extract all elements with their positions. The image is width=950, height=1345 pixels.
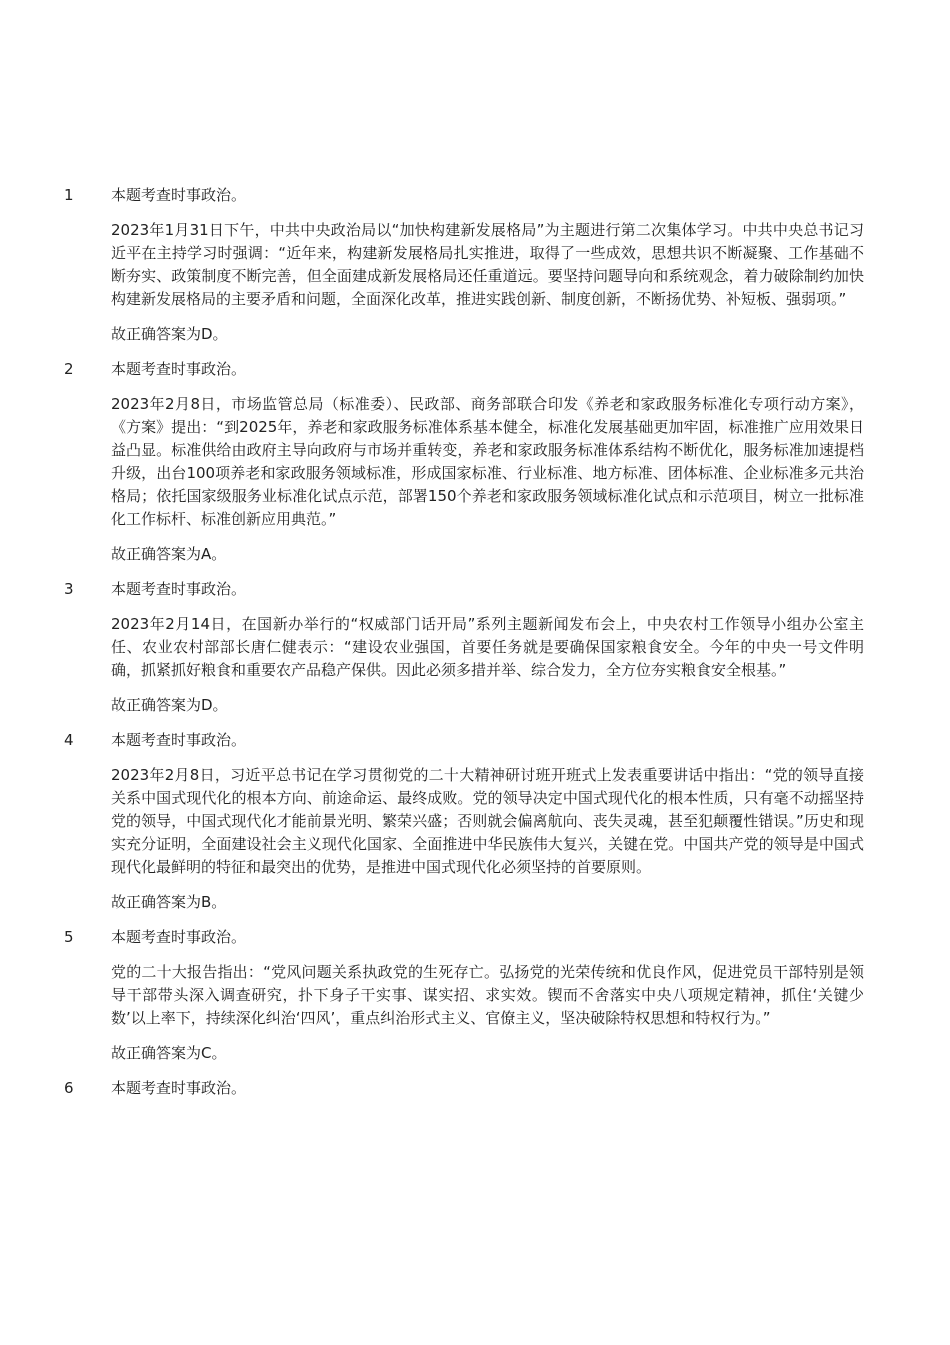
item-number: 6	[64, 1079, 74, 1097]
item-explanation: 2023年1月31日下午，中共中央政治局以“加快构建新发展格局”为主题进行第二次集体学习。中共中央总书记习近平在主持学习时强调：“近年来，构建新发展格局扎实推进，取得了一些成效，思想共识不断凝聚、工作基础不断夯实、政策制度不断完善，但全面建成新发展格局还任重道远。要坚持问题导向和系统观念，着力破除制约加快构建新发展格局的主要矛盾和问题，全面深化改革，推进实践创新、制度创新，不断扬优势、补短板、强弱项。”	[111, 221, 864, 308]
item-explanation: 2023年2月8日，习近平总书记在学习贯彻党的二十大精神研讨班开班式上发表重要讲话中指出：“党的领导直接关系中国式现代化的根本方向、前途命运、最终成败。党的领导决定中国式现代化的根本性质，只有毫不动摇坚持党的领导，中国式现代化才能前景光明、繁荣兴盛；否则就会偏离航向、丧失灵魂，甚至犯颠覆性错误。”历史和现实充分证明，全面建设社会主义现代化国家、全面推进中华民族伟大复兴，关键在党。中国共产党的领导是中国式现代化最鲜明的特征和最突出的优势，是推进中国式现代化必须坚持的首要原则。	[111, 766, 864, 876]
item-title: 本题考查时事政治。	[111, 928, 247, 946]
list-item	[64, 578, 864, 717]
item-title: 本题考查时事政治。	[111, 186, 247, 204]
item-number: 4	[64, 731, 74, 749]
item-answer: 故正确答案为D。	[111, 696, 228, 714]
item-number: 1	[64, 186, 74, 204]
list-item	[64, 1077, 864, 1100]
item-header	[64, 358, 864, 381]
item-title: 本题考查时事政治。	[111, 1079, 247, 1097]
item-explanation: 党的二十大报告指出：“党风问题关系执政党的生死存亡。弘扬党的光荣传统和优良作风，促进党员干部特别是领导干部带头深入调查研究，扑下身子干实事、谋实招、求实效。锲而不舍落实中央八项规定精神，抓住‘关键少数’以上率下，持续深化纠治‘四风’，重点纠治形式主义、官僚主义，坚决破除特权思想和特权行为。”	[111, 963, 864, 1027]
item-header	[64, 926, 864, 949]
item-answer: 故正确答案为D。	[111, 325, 228, 343]
list-item	[64, 926, 864, 1065]
item-title: 本题考查时事政治。	[111, 580, 247, 598]
item-number: 5	[64, 928, 74, 946]
answer-explanations	[64, 184, 864, 1112]
list-item	[64, 729, 864, 914]
item-header	[64, 578, 864, 601]
list-item	[64, 184, 864, 346]
item-title: 本题考查时事政治。	[111, 360, 247, 378]
item-header	[64, 729, 864, 752]
item-number: 2	[64, 360, 74, 378]
item-header	[64, 1077, 864, 1100]
item-header	[64, 184, 864, 207]
list-item	[64, 358, 864, 566]
item-explanation: 2023年2月8日，市场监管总局（标准委）、民政部、商务部联合印发《养老和家政服务标准化专项行动方案》，《方案》提出：“到2025年，养老和家政服务标准体系基本健全，标准化发展基础更加牢固，标准推广应用效果日益凸显。标准供给由政府主导向政府与市场并重转变，养老和家政服务标准体系结构不断优化，服务标准加速提档升级，出台100项养老和家政服务领域标准，形成国家标准、行业标准、地方标准、团体标准、企业标准多元共治格局；依托国家级服务业标准化试点示范，部署150个养老和家政服务领域标准化试点和示范项目，树立一批标准化工作标杆、标准创新应用典范。”	[111, 395, 864, 528]
item-title: 本题考查时事政治。	[111, 731, 247, 749]
item-answer: 故正确答案为A。	[111, 545, 227, 563]
item-explanation: 2023年2月14日，在国新办举行的“权威部门话开局”系列主题新闻发布会上，中央农村工作领导小组办公室主任、农业农村部部长唐仁健表示：“建设农业强国，首要任务就是要确保国家粮食安全。今年的中央一号文件明确，抓紧抓好粮食和重要农产品稳产保供。因此必须多措并举、综合发力，全方位夯实粮食安全根基。”	[111, 615, 864, 679]
item-answer: 故正确答案为C。	[111, 1044, 227, 1062]
item-answer: 故正确答案为B。	[111, 893, 227, 911]
item-number: 3	[64, 580, 74, 598]
